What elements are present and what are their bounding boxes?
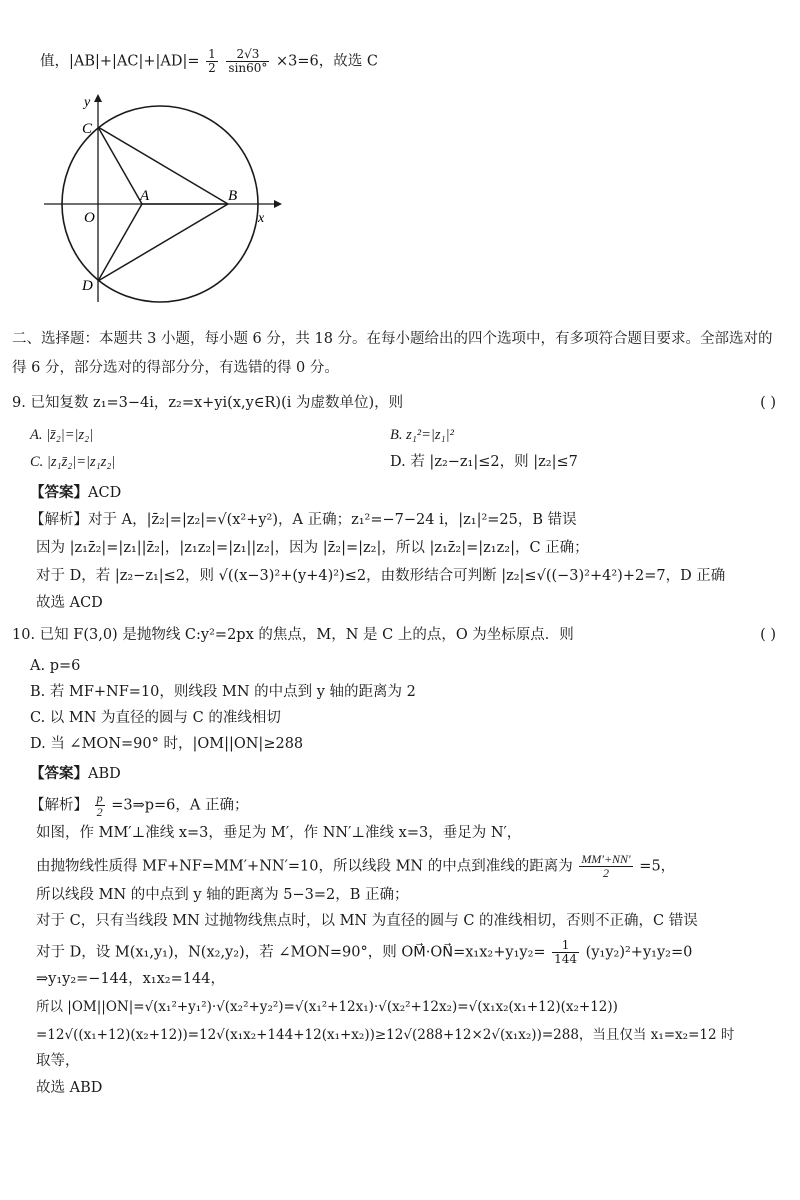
q10-solution-7: ⇒y₁y₂=−144，x₁x₂=144， (36, 971, 225, 987)
x-axis-arrow-icon (274, 200, 282, 208)
q10-solution-4: 所以线段 MN 的中点到 y 轴的距离为 5−3=2，B 正确； (36, 887, 409, 903)
label-o: O (84, 210, 95, 226)
q9-answer-paren: ( ) (760, 395, 776, 411)
q9-solution-1: 【解析】对于 A，|z̄₂|=|z₂|=√(x²+y²)，A 正确；z₁²=−7−24 i，|z₁|²=25，B 错误 (30, 512, 577, 528)
label-y: y (84, 95, 91, 110)
fraction-root-over-sin: $\frac{2√3}{\sin 60^\circ}$ (228, 47, 268, 75)
top-line-prefix: 值，|AB|+|AC|+|AD|= (40, 53, 200, 70)
q10-solution-6: 对于 D，设 M(x₁,y₁)，N(x₂,y₂)，若 ∠MON=90°，则 OM⃗·ON⃗=x₁x₂+y₁y₂= $\frac{1}{144}$ (y₁y₂)²+y₁y₂=0 (36, 938, 693, 966)
segment-cb (98, 127, 228, 204)
segment-db (98, 204, 228, 281)
q10-solution-11: 故选 ABD (36, 1080, 103, 1096)
segment-da (98, 204, 142, 281)
q10-solution-10: 取等， (36, 1053, 80, 1069)
q10-answer-tag: 【答案】 (30, 765, 88, 782)
top-line-suffix: ×3=6，故选 C (276, 53, 378, 70)
q9-answer-value: ACD (88, 485, 122, 501)
fraction-1-over-144: $\frac{1}{144}$ (554, 938, 578, 966)
y-axis-arrow-icon (94, 94, 102, 102)
q9-solution-4: 故选 ACD (36, 595, 103, 611)
fraction-one-half: $\frac{1}{2}$ (208, 47, 216, 75)
q9-solution-2: 因为 |z₁z̄₂|=|z₁||z̄₂|，|z₁z₂|=|z₁||z₂|，因为 |z̄₂|=|z₂|，所以 |z₁z̄₂|=|z₁z₂|，C 正确； (36, 540, 589, 556)
q10-option-b: B. 若 MF+NF=10，则线段 MN 的中点到 y 轴的距离为 2 (30, 684, 416, 700)
fraction-p-over-2: $\frac{p}{2}$ (96, 791, 103, 819)
q10-solution-1: 【解析】 $\frac{p}{2}$ =3⇒p=6，A 正确； (30, 791, 249, 819)
q9-answer-tag: 【答案】 (30, 484, 88, 501)
q10-solution-8: 所以 |OM||ON|=√(x₁²+y₁²)·√(x₂²+y₂²)=√(x₁²+12x₁)·√(x₂²+12x₂)=√(x₁x₂(x₁+12)(x₂+12)) (36, 999, 618, 1015)
q9-answer (30, 482, 121, 504)
q10-option-c: C. 以 MN 为直径的圆与 C 的准线相切 (30, 710, 281, 726)
q10-option-d: D. 当 ∠MON=90° 时，|OM||ON|≥288 (30, 736, 304, 752)
q9-stem: 9. 已知复数 z₁=3−4i，z₂=x+yi(x,y∈R)(i 为虚数单位)，则 (12, 395, 404, 411)
q9-solution-3: 对于 D，若 |z₂−z₁|≤2，则 √((x−3)²+(y+4)²)≤2，由数形结合可判断 |z₂|≤√((−3)²+4²)+2=7，D 正确 (36, 568, 726, 584)
q10-solution-3: 由抛物线性质得 MF+NF=MM′+NN′=10，所以线段 MN 的中点到准线的距离为 $\frac{MM'+NN'}{2}$ =5， (36, 852, 676, 880)
q10-answer (30, 763, 121, 785)
q10-answer-paren: ( ) (760, 627, 776, 643)
q10-stem: 10. 已知 F(3,0) 是抛物线 C:y²=2px 的焦点，M，N 是 C 上的点，O 为坐标原点．则 (12, 627, 574, 643)
label-b: B (228, 188, 238, 204)
segment-ca (98, 127, 142, 204)
q10-option-a: A. p=6 (30, 658, 81, 674)
q9-option-b: B. z₁²=|z₁|² (390, 427, 454, 443)
label-d: D (82, 278, 93, 294)
label-a: A (140, 188, 150, 204)
q9-option-a: A. |z̄₂|=|z₂| (30, 427, 94, 443)
q9-option-d: D. 若 |z₂−z₁|≤2，则 |z₂|≤7 (390, 454, 578, 470)
label-x: x (258, 211, 265, 226)
circle-diagram (30, 88, 290, 310)
section2-line2: 得 6 分，部分选对的得部分分，有选错的得 0 分。 (12, 360, 339, 376)
fraction-mm-nn-over-2: $\frac{MM'+NN'}{2}$ (581, 852, 631, 880)
label-c: C (82, 121, 93, 137)
q10-solution-9: =12√((x₁+12)(x₂+12))=12√(x₁x₂+144+12(x₁+x₂))≥12√(288+12×2√(x₁x₂))=288，当且仅当 x₁=x₂=12 时 (36, 1027, 735, 1043)
section2-line1: 二、选择题：本题共 3 小题，每小题 6 分，共 18 分。在每小题给出的四个选项中，有多项符合题目要求。全部选对的 (12, 331, 773, 347)
q10-answer-value: ABD (88, 766, 121, 782)
top-line (40, 48, 378, 75)
q10-solution-5: 对于 C，只有当线段 MN 过抛物线焦点时，以 MN 为直径的圆与 C 的准线相切，否则不正确，C 错误 (36, 913, 698, 929)
q10-solution-2: 如图，作 MM′⊥准线 x=3，垂足为 M′，作 NN′⊥准线 x=3，垂足为 N′， (36, 825, 522, 841)
q9-option-c: C. |z₁z̄₂|=|z₁z₂| (30, 454, 116, 470)
